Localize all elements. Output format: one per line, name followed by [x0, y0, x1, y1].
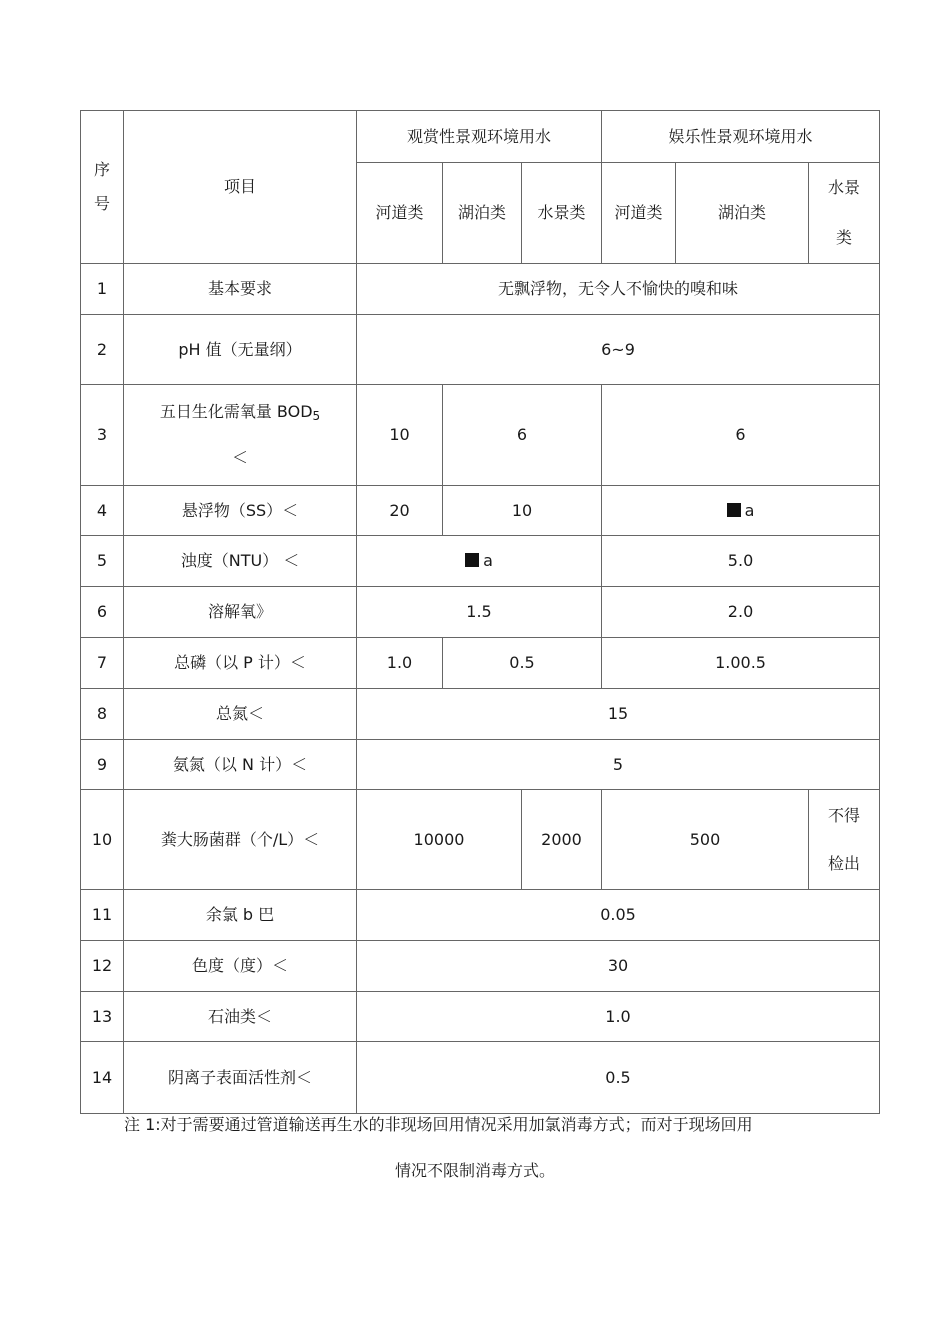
row-value: 1.5: [357, 587, 602, 638]
row-value: 20: [357, 486, 443, 536]
table-row: [81, 1042, 880, 1114]
row-item: 溶解氧》: [124, 587, 357, 638]
row-no: 10: [81, 790, 124, 890]
row-value: 5: [357, 740, 880, 790]
row-value: 2.0: [602, 587, 880, 638]
table-row: [81, 992, 880, 1042]
row-value: 10: [443, 486, 602, 536]
subheader-lake-2: 湖泊类: [676, 163, 809, 264]
row-item: [124, 385, 357, 486]
row-value: 30: [357, 941, 880, 992]
header-seq: 序号: [81, 111, 124, 264]
row-value: 10000: [357, 790, 522, 890]
table-row: [81, 689, 880, 740]
row-value: 500: [602, 790, 809, 890]
row-item: 氨氮（以 N 计）＜: [124, 740, 357, 790]
water-quality-table: [80, 110, 880, 1114]
row-value: 15: [357, 689, 880, 740]
subheader-river-1: 河道类: [357, 163, 443, 264]
row-no: 13: [81, 992, 124, 1042]
table-row: [81, 890, 880, 941]
footnote-line-1: 注 1:对于需要通过管道输送再生水的非现场回用情况采用加氯消毒方式；而对于现场回用: [124, 1115, 753, 1134]
row-no: 8: [81, 689, 124, 740]
row-item: 总氮＜: [124, 689, 357, 740]
row-item: 阴离子表面活性剂＜: [124, 1042, 357, 1114]
table-row: [81, 264, 880, 315]
subheader-fountain-2: 水景类: [809, 163, 880, 264]
row-value: 0.5: [357, 1042, 880, 1114]
row-no: 7: [81, 638, 124, 689]
row-value: a: [357, 536, 602, 587]
footnote-line-2: 情况不限制消毒方式。: [394, 1161, 555, 1180]
row-no: 14: [81, 1042, 124, 1114]
header-item: 项目: [124, 111, 357, 264]
table-row: [81, 315, 880, 385]
row-value: 2000: [522, 790, 602, 890]
table-row: [81, 587, 880, 638]
bod-subscript: 5: [312, 409, 321, 423]
row-item: 基本要求: [124, 264, 357, 315]
row-item: 色度（度）＜: [124, 941, 357, 992]
row-no: 4: [81, 486, 124, 536]
row-value: 6: [443, 385, 602, 486]
table-row: [81, 638, 880, 689]
table-row: [81, 740, 880, 790]
row-value: 10: [357, 385, 443, 486]
row-item: 余氯 b 巴: [124, 890, 357, 941]
row-item: 悬浮物（SS）＜: [124, 486, 357, 536]
row-no: 3: [81, 385, 124, 486]
row-no: 5: [81, 536, 124, 587]
row-value: 1.0: [357, 638, 443, 689]
row-value: 6: [602, 385, 880, 486]
table-row: [81, 385, 880, 486]
row-value: 5.0: [602, 536, 880, 587]
row-no: 9: [81, 740, 124, 790]
header-recreational: 娱乐性景观环境用水: [602, 111, 880, 163]
row-item: 粪大肠菌群（个/L）＜: [124, 790, 357, 890]
row-item: 总磷（以 P 计）＜: [124, 638, 357, 689]
table-row: [81, 486, 880, 536]
row-value: 不得检出: [809, 790, 880, 890]
square-glyph-icon: [465, 553, 479, 567]
row-value: 无飘浮物，无令人不愉快的嗅和味: [357, 264, 880, 315]
subheader-fountain-1: 水景类: [522, 163, 602, 264]
bod-label: 五日生化需氧量 BOD: [159, 402, 313, 421]
row-value: 1.0: [357, 992, 880, 1042]
bod-comparator: ＜: [231, 448, 248, 467]
row-no: 2: [81, 315, 124, 385]
table-row: [81, 941, 880, 992]
table-row: [81, 536, 880, 587]
row-value: 6~9: [357, 315, 880, 385]
table-row: [81, 790, 880, 890]
row-value: 0.5: [443, 638, 602, 689]
header-ornamental: 观赏性景观环境用水: [357, 111, 602, 163]
subheader-river-2: 河道类: [602, 163, 676, 264]
row-value: a: [602, 486, 880, 536]
subheader-lake-1: 湖泊类: [443, 163, 522, 264]
square-glyph-icon: [727, 503, 741, 517]
row-item: 石油类＜: [124, 992, 357, 1042]
row-item: pH 值（无量纲）: [124, 315, 357, 385]
row-item: 浊度（NTU） ＜: [124, 536, 357, 587]
row-no: 1: [81, 264, 124, 315]
row-no: 11: [81, 890, 124, 941]
row-no: 6: [81, 587, 124, 638]
row-value: 0.05: [357, 890, 880, 941]
row-no: 12: [81, 941, 124, 992]
row-value: 1.00.5: [602, 638, 880, 689]
